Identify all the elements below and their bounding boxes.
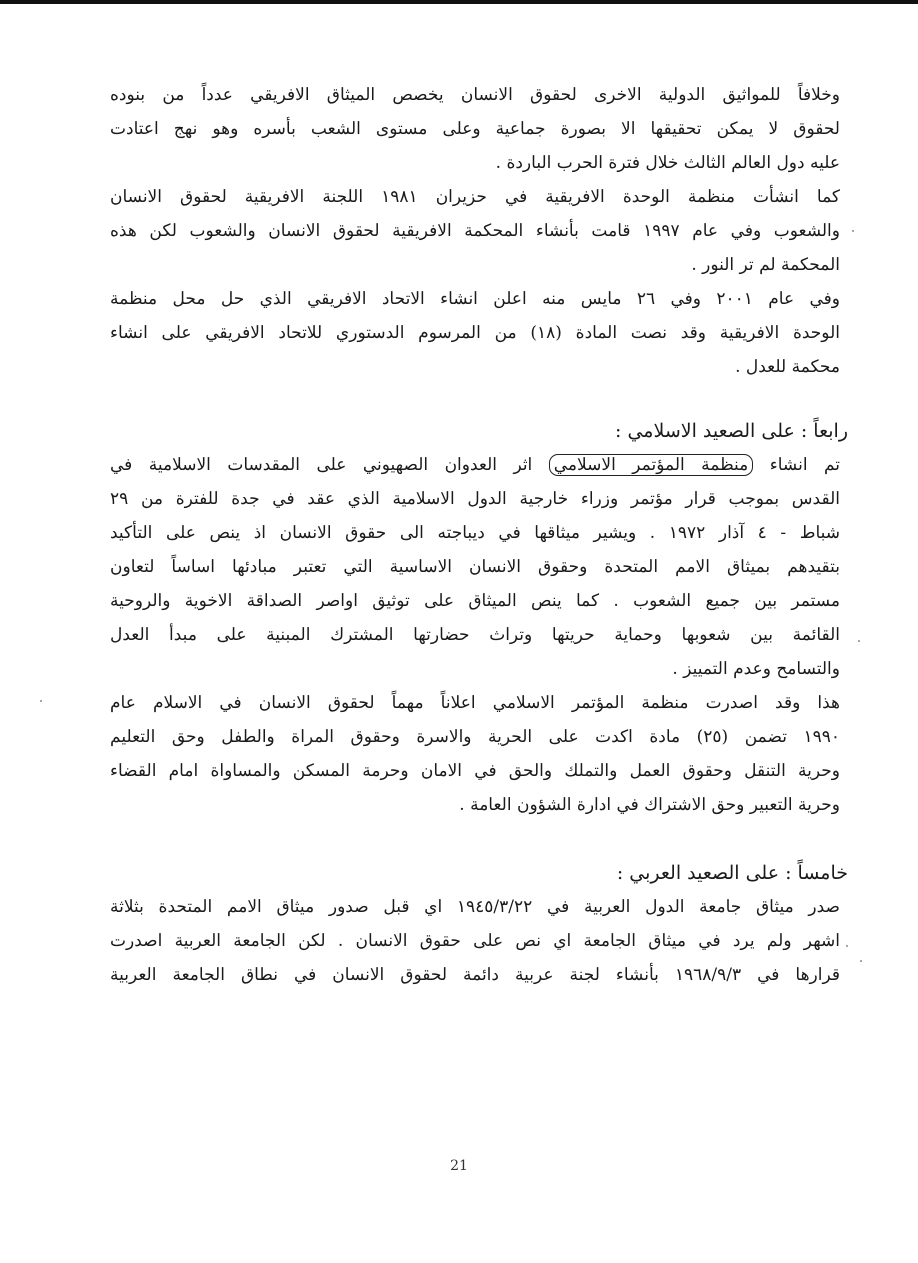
paragraph-arab-league: [110, 890, 840, 992]
text-segment: اثر العدوان الصهيوني على المقدسات الاسلامية في: [110, 455, 533, 475]
text-line: الوحدة الافريقية وقد نصت المادة (١٨) من المرسوم الدستوري للاتحاد الافريقي على انشاء: [110, 323, 840, 343]
text-line: قرارها في ١٩٦٨/٩/٣ بأنشاء لجنة عربية دائمة لحقوق الانسان في نطاق الجامعة العربية: [110, 965, 840, 985]
text-line: [110, 448, 840, 482]
text-line: مستمر بين جميع الشعوب . كما ينص الميثاق على توثيق اواصر الصداقة الاخوية والروحية: [110, 591, 840, 611]
text-line: بتقيدهم بميثاق الامم المتحدة وحقوق الانسان الاساسية التي تعتبر مبادئها اساساً لتعاون: [110, 557, 840, 577]
text-line: صدر ميثاق جامعة الدول العربية في ١٩٤٥/٣/٢٢ اي قبل صدور ميثاق الامم المتحدة بثلاثة: [110, 897, 840, 917]
scan-speck: [846, 945, 848, 947]
text-line: شباط - ٤ آذار ١٩٧٢ . ويشير ميثاقها في ديباجته الى حقوق الانسان اذ ينص على التأكيد: [110, 523, 840, 543]
paragraph-african-union: [110, 282, 840, 384]
paragraph-african-commission: [110, 180, 840, 282]
paragraph-oic: [110, 448, 840, 686]
page-number: 21: [450, 1158, 468, 1174]
text-line: وخلافاً للمواثيق الدولية الاخرى لحقوق الانسان يخصص الميثاق الافريقي عدداً من بنوده: [110, 85, 840, 105]
section-spacer: [110, 384, 840, 414]
text-line: هذا وقد اصدرت منظمة المؤتمر الاسلامي اعلاناً مهماً لحقوق الانسان في الاسلام عام: [110, 693, 840, 713]
scan-speck: [852, 230, 854, 232]
text-line: لحقوق لا يمكن تحقيقها الا بصورة جماعية وعلى مستوى الشعب بأسره وهو نهج اعتادت: [110, 119, 840, 139]
text-line: المحكمة لم تر النور .: [691, 255, 840, 275]
scan-speck: [40, 700, 42, 702]
text-line: عليه دول العالم الثالث خلال فترة الحرب الباردة .: [495, 153, 840, 173]
text-line: والشعوب وفي عام ١٩٩٧ قامت بأنشاء المحكمة الافريقية لحقوق الانسان والشعوب لكن هذه: [110, 221, 840, 241]
scan-speck: [858, 640, 860, 642]
boxed-term: منظمة المؤتمر الاسلامي: [549, 454, 754, 476]
section-heading-islamic: رابعاً : على الصعيد الاسلامي :: [615, 420, 848, 442]
text-line: كما انشأت منظمة الوحدة الافريقية في حزيران ١٩٨١ اللجنة الافريقية لحقوق الانسان: [110, 187, 840, 207]
text-line: القدس بموجب قرار مؤتمر وزراء خارجية الدول الاسلامية الذي عقد في جدة للفترة من ٢٩: [110, 489, 840, 509]
text-line: وحرية التنقل وحقوق العمل والتملك والحق في الامان وحرمة المسكن والمساواة امام القضاء: [110, 761, 840, 781]
section-spacer: [110, 822, 840, 856]
text-line: والتسامح وعدم التمييز .: [672, 659, 840, 679]
top-border-rule: [0, 0, 918, 4]
text-line: وفي عام ٢٠٠١ وفي ٢٦ مايس منه اعلن انشاء الاتحاد الافريقي الذي حل محل منظمة: [110, 289, 840, 309]
text-line: وحرية التعبير وحق الاشتراك في ادارة الشؤون العامة .: [459, 795, 840, 815]
text-line: محكمة للعدل .: [735, 357, 840, 377]
paragraph-cairo-declaration: [110, 686, 840, 822]
text-segment: تم انشاء: [769, 455, 840, 475]
text-line: ١٩٩٠ تضمن (٢٥) مادة اكدت على الحرية والاسرة وحقوق المراة والطفل وحق التعليم: [110, 727, 840, 747]
page-body: [110, 78, 848, 992]
text-line: اشهر ولم يرد في ميثاق الجامعة اي نص على حقوق الانسان . لكن الجامعة العربية اصدرت: [110, 931, 840, 951]
section-heading-arab: خامساً : على الصعيد العربي :: [616, 862, 848, 884]
paragraph-african-charter: [110, 78, 840, 180]
text-line: القائمة بين شعوبها وحماية حريتها وتراث حضارتها المشترك المبنية على مبدأ العدل: [110, 625, 840, 645]
scan-speck: [860, 960, 862, 962]
